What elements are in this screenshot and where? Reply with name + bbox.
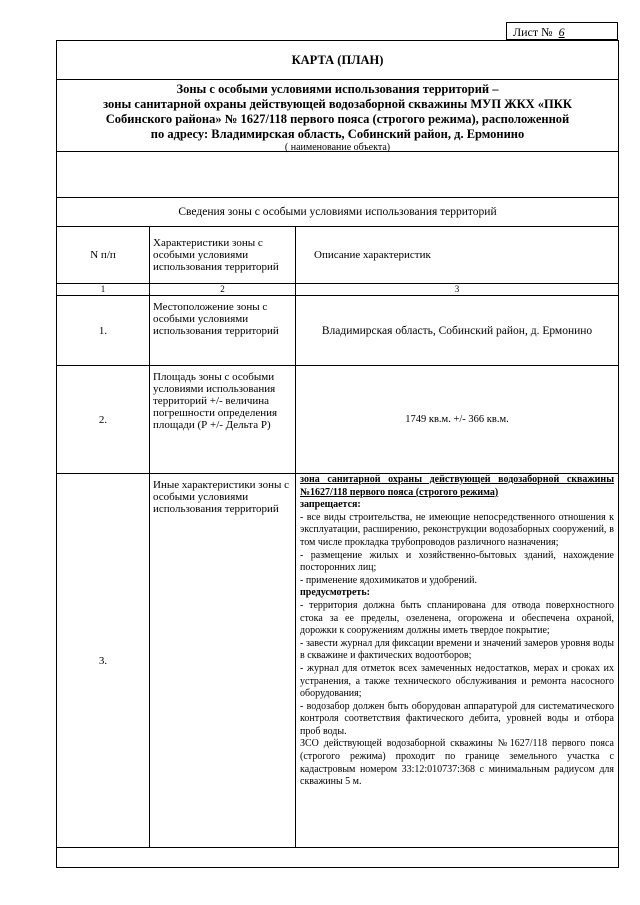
row-characteristic: Площадь зоны с особыми условиями использования территорий +/- величина погрешности определения площади (Р +/- Дельта Р) xyxy=(150,366,296,474)
zone-header-line4: по адресу: Владимирская область, Собинский район, д. Ермонино xyxy=(150,127,525,141)
required-item: - журнал для отметок всех замеченных недостатков, мерах и сроках их устранения, а также технического обслуживания и ремонта насосного оборудования; xyxy=(300,662,614,700)
row-num: 1. xyxy=(57,296,150,366)
header-description: Описание характеристик xyxy=(296,227,619,284)
table-caption: Сведения зоны с особыми условиями использования территорий xyxy=(57,198,618,227)
document-title: КАРТА (ПЛАН) xyxy=(57,41,618,80)
table-row xyxy=(57,296,618,366)
zone-header xyxy=(57,80,618,152)
row-num: 3. xyxy=(57,474,150,848)
row-description: 1749 кв.м. +/- 366 кв.м. xyxy=(296,366,619,474)
row-description xyxy=(296,474,619,848)
characteristics-table xyxy=(57,227,618,848)
required-item: - территория должна быть спланирована для отвода поверхностного стока за ее пределы, озеленена, огорожена и обеспечена охраной, дорожки к сооружениям должны иметь твердое покрытие; xyxy=(300,599,614,637)
header-characteristics: Характеристики зоны с особыми условиями использования территорий xyxy=(150,227,296,284)
table-row xyxy=(57,474,618,848)
table-row xyxy=(57,366,618,474)
column-number-2: 2 xyxy=(150,284,296,296)
zone-header-subtitle: ( наименование объекта) xyxy=(284,142,391,153)
prohibited-item: - все виды строительства, не имеющие непосредственного отношения к эксплуатации, расширению, реконструкции водозаборных сооружений, в том числе прокладка трубопроводов различного назначения; xyxy=(300,511,614,548)
column-number-row xyxy=(57,284,618,296)
blank-section xyxy=(57,152,618,198)
prohibited-item: - размещение жилых и хозяйственно-бытовых зданий, нахождение посторонних лиц; xyxy=(300,549,614,574)
sheet-number-box xyxy=(506,22,618,40)
prohibited-item: - применение ядохимикатов и удобрений. xyxy=(300,574,477,586)
required-item: - водозабор должен быть оборудован аппаратурой для систематического контроля соответствия фактического дебита, уровней воды и отбора проб воды. xyxy=(300,700,614,737)
zone-header-line2: зоны санитарной охраны действующей водозаборной скважины МУП ЖКХ «ПКК xyxy=(103,97,572,111)
zone-title: зона санитарной охраны действующей водозаборной скважины №1627/118 первого пояса (строгого режима) xyxy=(300,474,614,498)
required-item: - завести журнал для фиксации времени и значений замеров уровня воды в скважине и фактических водоотборов; xyxy=(300,637,614,662)
document-frame xyxy=(56,40,619,868)
column-number-1: 1 xyxy=(57,284,150,296)
table-header-row xyxy=(57,227,618,284)
prohibited-label: запрещается: xyxy=(300,499,361,511)
zone-header-line1: Зоны с особыми условиями использования территорий – xyxy=(176,82,499,96)
header-num: N п/п xyxy=(57,227,150,284)
boundary-note: ЗСО действующей водозаборной скважины №1627/118 первого пояса (строгого режима) проходит по границе земельного участка с кадастровым номером 33:12:010737:368 с минимальным радиусом для скважины 5 м. xyxy=(300,738,614,788)
sheet-number: 6 xyxy=(558,25,565,39)
row-num: 2. xyxy=(57,366,150,474)
row-characteristic: Местоположение зоны с особыми условиями использования территорий xyxy=(150,296,296,366)
required-label: предусмотреть: xyxy=(300,587,370,599)
row-description: Владимирская область, Собинский район, д. Ермонино xyxy=(296,296,619,366)
column-number-3: 3 xyxy=(296,284,619,296)
row-characteristic: Иные характеристики зоны с особыми условиями использования территорий xyxy=(150,474,296,848)
sheet-label: Лист № xyxy=(513,25,553,39)
zone-header-line3: Собинского района» № 1627/118 первого пояса (строгого режима), расположенной xyxy=(105,112,570,126)
